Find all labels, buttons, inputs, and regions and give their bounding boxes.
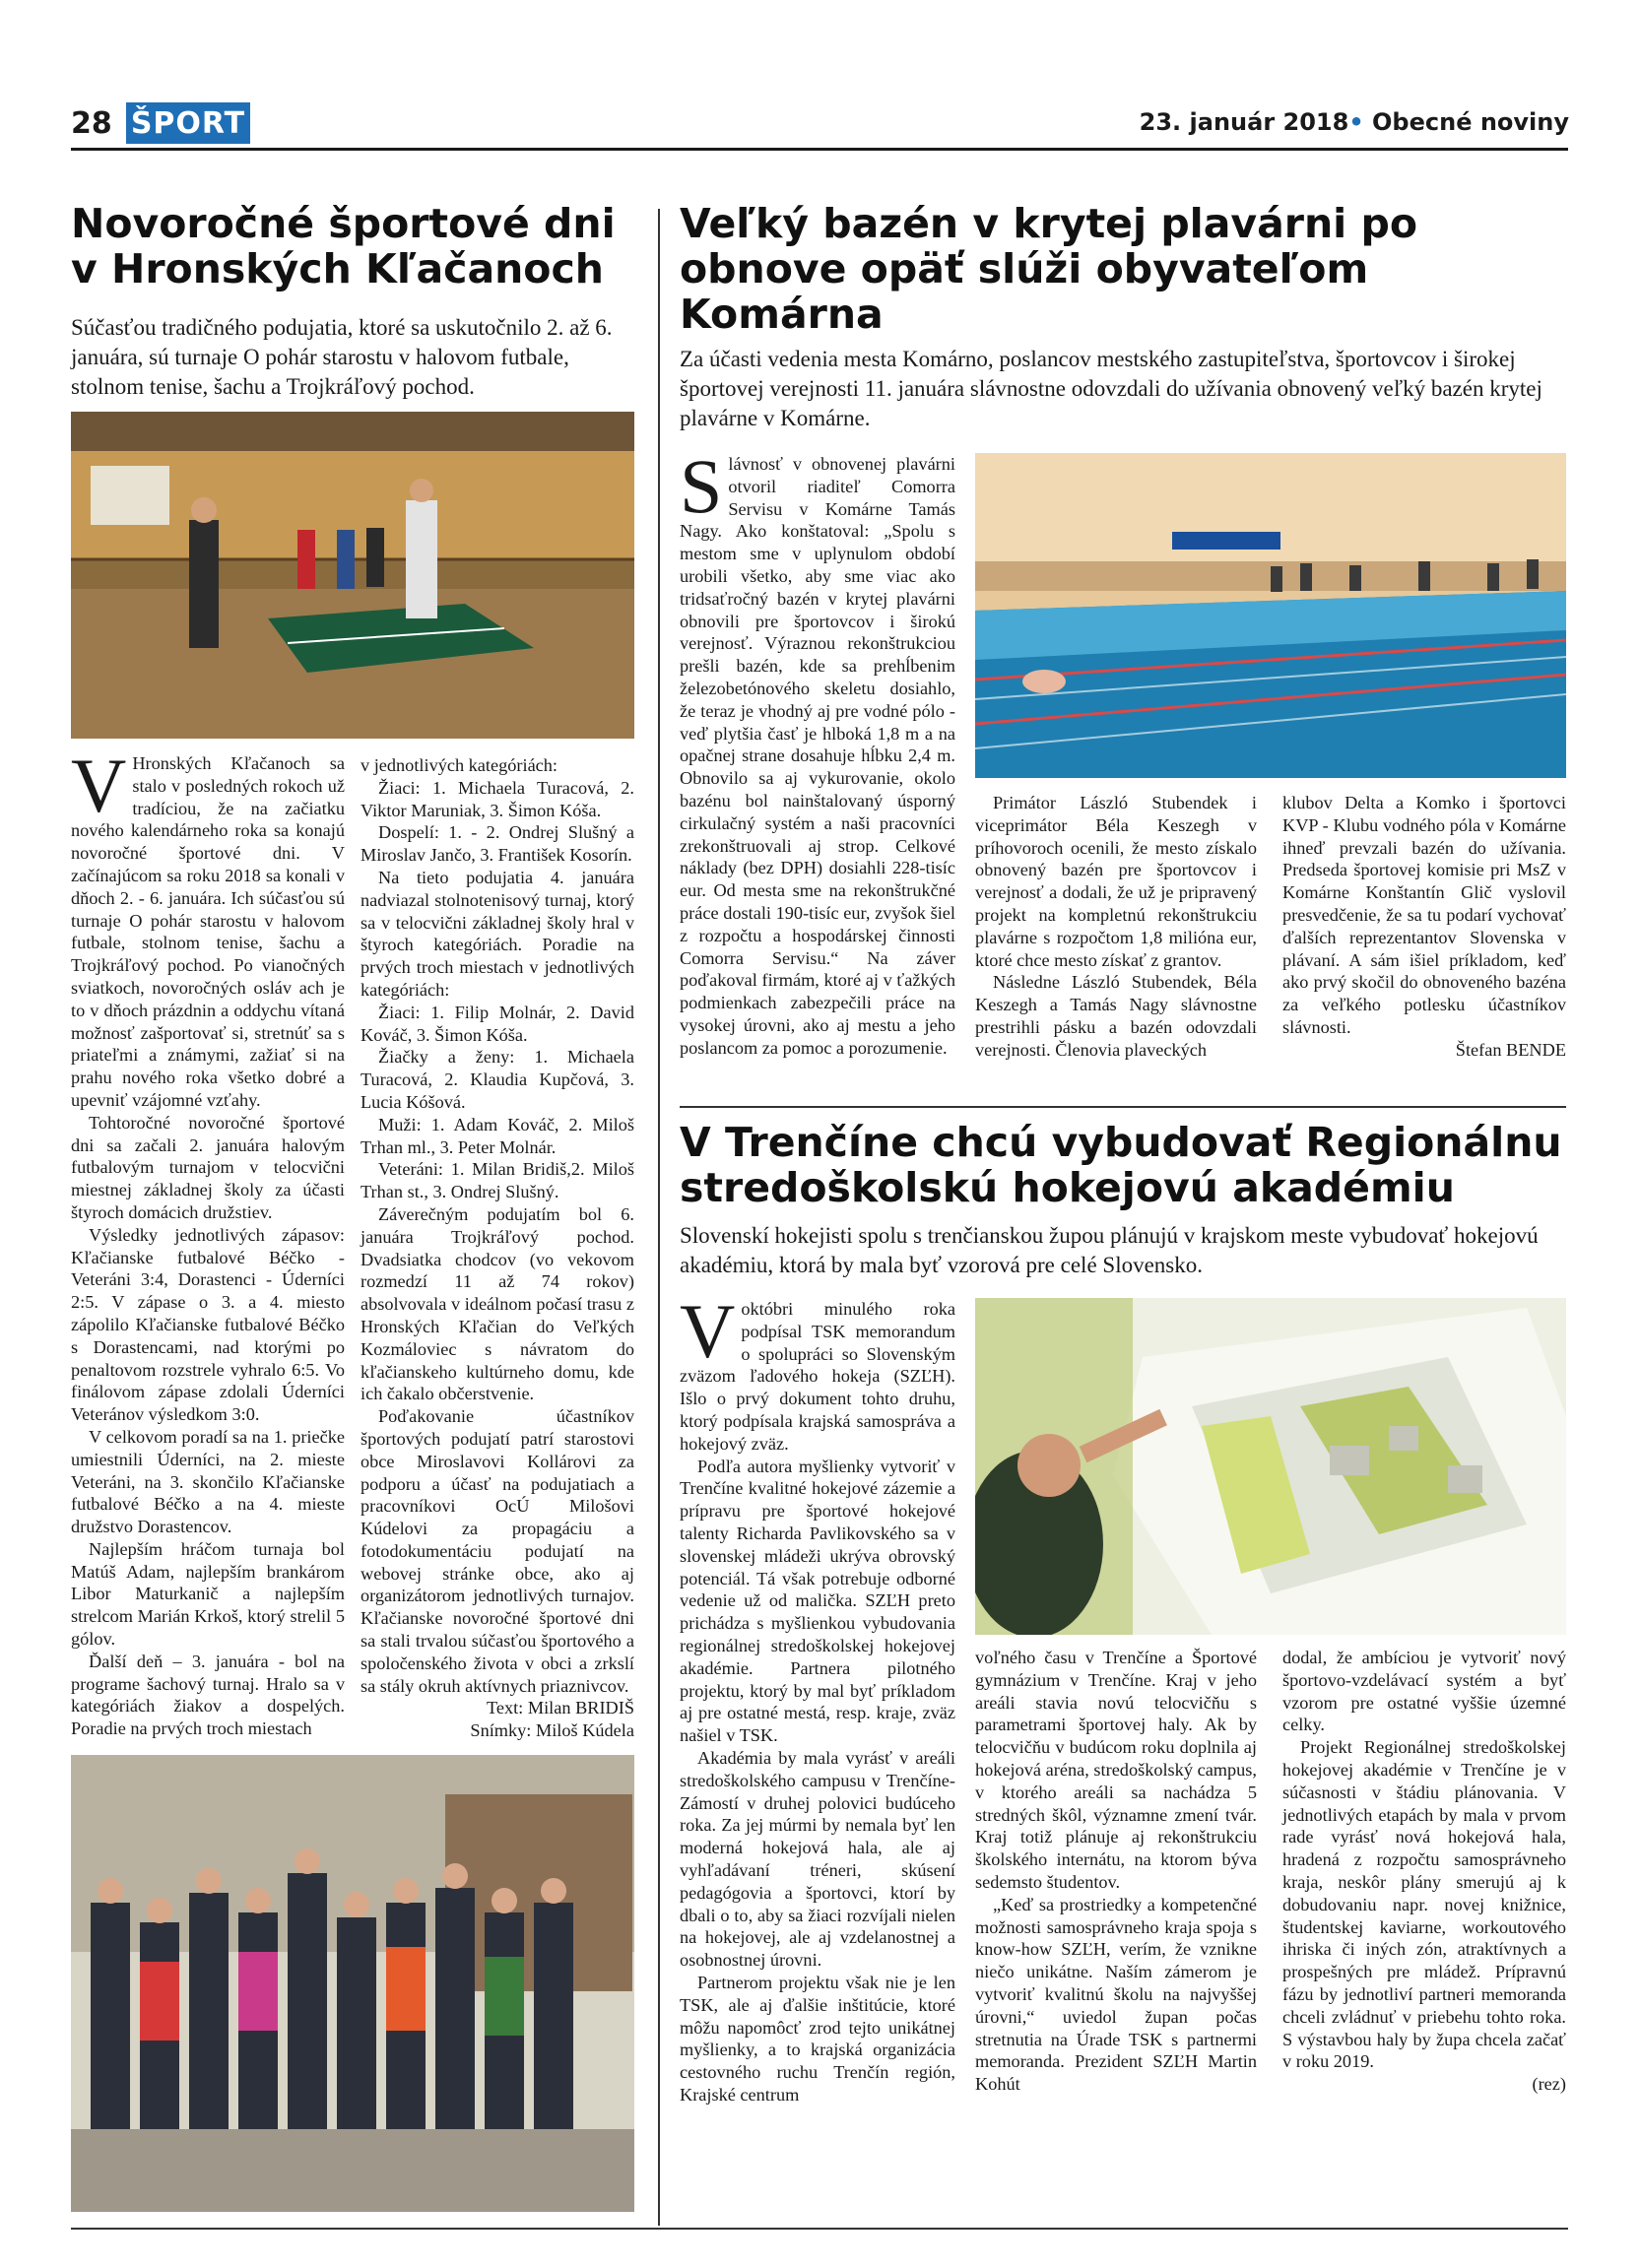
issue-info (1140, 108, 1569, 136)
credit: Štefan BENDE (1455, 1039, 1566, 1060)
paragraph: Veteráni: 1. Milan Bridiš,2. Miloš Trhan st., 3. Ondrej Slušný. (361, 1159, 634, 1202)
paragraph: Žiaci: 1. Filip Molnár, 2. David Kováč, 3. Šimon Kóša. (361, 1002, 634, 1045)
paragraph: Partnerom projektu však nie je len TSK, ale aj ďalšie inštitúcie, ktoré môžu napomôcť zrod tejto unikátnej myšlienky, a to krajská organizácia cestovného ruchu Trenčín región, Krajské centrum (680, 1972, 955, 2105)
footer-rule (71, 2228, 1568, 2230)
paragraph: v jednotlivých kategóriách: (361, 755, 558, 775)
article1-title: Novoročné športové dni v Hronských Kľačanoch (71, 200, 616, 292)
paragraph: Akadémia by mala vyrásť v areáli stredoškolského campusu v Trenčíne-Zámostí v druhej polovici budúceho roka. Za jej múrmi by nemala byť len moderná hokejová hala, ale aj vyhľadávaní tréneri, skúsení pedagógovia a športovci, ktorí by dbali o to, aby sa žiaci rozvíjali nielen na hokejovej, ale aj vzdelanostnej a osobnostnej úrovni. (680, 1747, 955, 1971)
paragraph: voľného času v Trenčíne a Športové gymnázium v Trenčíne. Kraj v jeho areáli stavia novú telocvičňu s parametrami športovej haly. Ak by telocvičňu v budúcom roku doplnila aj hokejová aréna, stredoškolský campus, v ktorého areáli sa nachádza 5 stredných škôl, významne zmení tvár. Kraj totiž plánuje aj rekonštrukciu školského internátu, na ktorom býva sedemsto študentov. (975, 1648, 1257, 1892)
credit-text: Text: Milan BRIDIŠ (486, 1698, 634, 1718)
paragraph: Ďalší deň – 3. januára - bol na programe šachový turnaj. Hralo sa v kategóriách žiakov a dospelých. Poradie na prvých troch miestach (71, 1651, 345, 1739)
paragraph: októbri minulého roka podpísal TSK memorandum o spolupráci so Slovenským zväzom ľadového hokeja (SZĽH). Išlo o prvý dokument tohto druhu, ktorý podpísala krajská samospráva a hokejový zväz. (680, 1299, 955, 1454)
column-divider (658, 209, 660, 2226)
newspaper-name: Obecné noviny (1372, 108, 1569, 136)
paragraph: Muži: 1. Adam Kováč, 2. Miloš Trhan ml., 3. Peter Molnár. (361, 1114, 634, 1157)
paragraph: Žiačky a ženy: 1. Michaela Turacová, 2. Klaudia Kupčová, 3. Lucia Kóšová. (361, 1047, 634, 1112)
article1-lead: Súčasťou tradičného podujatia, ktoré sa uskutočnilo 2. až 6. januára, sú turnaje O pohár starostu v halovom futbale, stolnom tenise, šachu a Trojkráľový pochod. (71, 315, 613, 399)
table-tennis-photo (71, 412, 634, 739)
article2-lead: Za účasti vedenia mesta Komárno, poslancov mestského zastupiteľstva, športovcov i širokej športovej verejnosti 11. januára slávnostne odovzdali do užívania obnovený veľký bazén krytej plavárne v Komárne. (680, 347, 1542, 430)
article3-column-3 (1282, 1647, 1566, 2096)
article2-column-2 (975, 792, 1257, 1062)
paragraph: lávnosť v obnovenej plavárni otvoril riaditeľ Comorra Servisu v Komárne Tamás Nagy. Ako konštatoval: „Spolu s mestom sme v uplynulom období urobili všetko, aby sme viac ako tridsaťročný bazén v krytej plavárni obnovili pre športovcov i širokú verejnosť. Výraznou rekonštrukciou prešli bazén, kde sa prehĺbenim železobetónového skeletu dosiahlo, že teraz je vhodný aj pre vodné pólo - veď plytšia časť je hlboká 1,8 m a na opačnej strane dosahuje hĺbku 2,4 m. Obnovilo sa aj vykurovanie, okolo bazénu bol nainštalovaný úsporný cirkulačný systém a naši pracovníci zrekonštruovali aj strop. Celkové náklady (bez DPH) dosiahli 228-tisíc eur. Od mesta sme na rekonštrukčné práce dostali 190-tisíc eur, zvyšok šiel z rozpočtu a hospodárskej činnosti Comorra Servisu.“ Na záver poďakoval firmám, ktoré aj v ťažkých podmienkach zabezpečili práce na vysokej úrovni, ako aj mestu a jeho poslancom za pomoc a porozumenie. (680, 454, 955, 1058)
issue-date: 23. január 2018 (1139, 108, 1349, 136)
article3-column-1 (680, 1288, 955, 2106)
paragraph: Dospelí: 1. - 2. Ondrej Slušný a Miroslav Jančo, 3. František Kosorín. (361, 822, 634, 866)
section-label: ŠPORT (126, 102, 250, 144)
article1-column-1 (71, 743, 345, 1740)
paragraph: „Keď sa prostriedky a kompetenčné možnosti samosprávneho kraja spoja s know-how SZĽH, verím, že vznikne niečo unikátne. Naším zámerom je vytvoriť kvalitnú školu na najvyššej úrovni,“ uviedol župan počas stretnutia na Úrade TSK s partnermi memoranda. Prezident SZĽH Martin Kohút (975, 1894, 1257, 2095)
paragraph: dodal, že ambíciou je vytvoriť nový športovo-vzdelávací systém a byť vzorom pre ostatné vyššie územné celky. (1282, 1648, 1566, 1735)
swimming-pool-photo (975, 453, 1566, 778)
header-rule (71, 148, 1568, 151)
paragraph: Výsledky jednotlivých zápasov: Kľačianske futbalové Béčko - Veteráni 3:4, Dorastenci - Úderníci 2:5. V zápase o 3. a 4. miesto zápolilo Kľačianske futbalové Béčko s Dorastencami, nad ktorými po penaltovom rozstrele vyhralo 6:5. Vo finálovom zápase zdolali Úderníci Veteránov výsledkom 3:0. (71, 1224, 345, 1425)
article3-lead: Slovenskí hokejisti spolu s trenčianskou župou plánujú v krajskom meste vybudovať hokejovú akadémiu, ktorá by mala byť vzorová pre celé Slovensko. (680, 1223, 1539, 1277)
credit: (rez) (1532, 2074, 1566, 2095)
article-divider (680, 1106, 1566, 1108)
paragraph: Záverečným podujatím bol 6. januára Trojkráľový pochod. Dvadsiatka chodcov (vo vekovom rozmedzí 11 až 74 rokov) absolvovala v ideálnom počasí trasu z Hronských Kľačian do Veľkých Kozmáloviec s návratom do kľačianskeho kultúrneho domu, kde ich čakalo občerstvenie. (361, 1203, 634, 1404)
paragraph: Projekt Regionálnej stredoškolskej hokejovej akadémie v Trenčíne je v súčasnosti v štádiu plánovania. V jednotlivých etapách by mala v prvom rade vyrásť nová hokejová hala, hradená z rozpočtu samosprávneho kraja, neskôr plány smerujú aj k dobudovaniu napr. novej knižnice, študentskej kaviarne, workoutového ihriska či iných zón, atraktívnych a prospešných pre mládež. Prípravnú fázu by jednotliví partneri memoranda chceli zvládnuť v priebehu tohto roka. S výstavbou haly by župa chcela začať v roku 2019. (1282, 1737, 1566, 2072)
credit-photos: Snímky: Miloš Kúdela (470, 1720, 634, 1741)
paragraph: Žiaci: 1. Michaela Turacová, 2. Viktor Maruniak, 3. Šimon Kóša. (361, 777, 634, 820)
separator-dot: • (1348, 108, 1364, 136)
paragraph: Tohtoročné novoročné športové dni sa začali 2. januára halovým futbalovým turnajom v telocvični miestnej základnej školy za účasti štyroch domácich družstiev. (71, 1112, 345, 1222)
page-number: 28 (71, 106, 112, 141)
dropcap: V (71, 743, 127, 828)
article3-title: V Trenčíne chcú vybudovať Regionálnu stredoškolskú hokejovú akadémiu (680, 1119, 1562, 1211)
paragraph: klubov Delta a Komko i športovci KVP - Klubu vodného póla v Komárne ihneď prevzali bazén do užívania. Predseda športovej komisie pri MsZ v Komárne Konštantín Glič vyslovil presvedčenie, že sa tu podarí vychovať ďalších reprezentantov Slovenska v plávaní. A sám išiel príkladom, keď ako prvý skočil do obnoveného bazéna za veľkého potlesku účastníkov slávnosti. (1282, 793, 1566, 1037)
group-walk-photo (71, 1755, 634, 2212)
paragraph: Poďakovanie účastníkov športových podujatí patrí starostovi obce Miroslavovi Kollárovi za podporu a účasť na podujatiach a pracovníkovi OcÚ Milošovi Kúdelovi za propagáciu a fotodokumentáciu podujatí na webovej stránke obce, ako aj organizátorom jednotlivých turnajov. Kľačianske novoročné športové dni sa stali trvalou súčasťou športového a spoločenského života v obci a zrkslí sa stály okruh aktívnych priaznivcov. (361, 1406, 634, 1696)
dropcap: S (680, 443, 723, 529)
paragraph: Na tieto podujatia 4. januára nadviazal stolnotenisový turnaj, ktorý sa v telocvični základnej školy hral v štyroch kategóriách. Poradie na prvých troch miestach v jednotlivých kategóriách: (361, 867, 634, 1000)
article2-title: Veľký bazén v krytej plavárni po obnove opäť slúži obyvateľom Komárna (680, 200, 1418, 338)
dropcap: V (680, 1288, 736, 1374)
paragraph: Primátor László Stubendek i viceprimátor Béla Keszegh v príhovoroch ocenili, že mesto získalo obnovený bazén pre športovcov i verejnosť a dodali, že už je pripravený projekt na kompletnú rekonštrukciu plavárne s rozpočtom 1,8 milióna eur, ktoré chce mesto získať z grantov. (975, 793, 1257, 970)
paragraph: Najlepším hráčom turnaja bol Matúš Adam, najlepším brankárom Libor Maturkanič a najlepším strelcom Marián Krkoš, ktorý strelil 5 gólov. (71, 1538, 345, 1650)
article2-column-3 (1282, 792, 1566, 1062)
paragraph: V celkovom poradí sa na 1. priečke umiestnili Úderníci, na 2. mieste Veteráni, na 3. skončilo Kľačianske futbalové Béčko a na 4. mieste družstvo Dorastencov. (71, 1426, 345, 1537)
paragraph: Následne László Stubendek, Béla Keszegh a Tamás Nagy slávnostne prestrihli pásku a bazén odovzdali verejnosti. Členovia plaveckých (975, 972, 1257, 1060)
article3-column-2 (975, 1647, 1257, 2096)
article2-column-1 (680, 443, 955, 1060)
article1-column-2 (361, 754, 634, 1742)
paragraph: Podľa autora myšlienky vytvoriť v Trenčíne kvalitné hokejové zázemie a prípravu pre športové hokejové talenty Richarda Pavlikovského sa v slovenskej mládeži ukrýva obrovský potenciál. Tá však potrebuje odborné vedenie už od malička. SZĽH preto prichádza s myšlienkou vybudovania regionálnej stredoškolskej hokejovej akadémie. Partnera pilotného projektu, ktorý by mal byť príkladom aj pre ostatné mestá, resp. kraje, zväz našiel v TSK. (680, 1456, 955, 1746)
paragraph: Hronských Kľačanoch sa stalo v posledných rokoch už tradíciou, že na začiatku nového kalendárneho roka sa konajú novoročné športové dni. V začínajúcom sa roku 2018 sa konali v dňoch 2. - 6. januára. Ich súčasťou sú turnaje O pohár starostu v halovom futbale, stolnom tenise, šachu a Trojkráľový pochod. Po vianočných sviatkoch, novoročných osláv ach je to v dňoch prázdnin a oddychu vítaná možnosť zašportovať si, stretnúť sa s priateľmi a známymi, zažiať si na prahu nového roka všetko dobré a upevniť vzájomné vzťahy. (71, 753, 345, 1110)
hockey-academy-photo (975, 1298, 1566, 1635)
